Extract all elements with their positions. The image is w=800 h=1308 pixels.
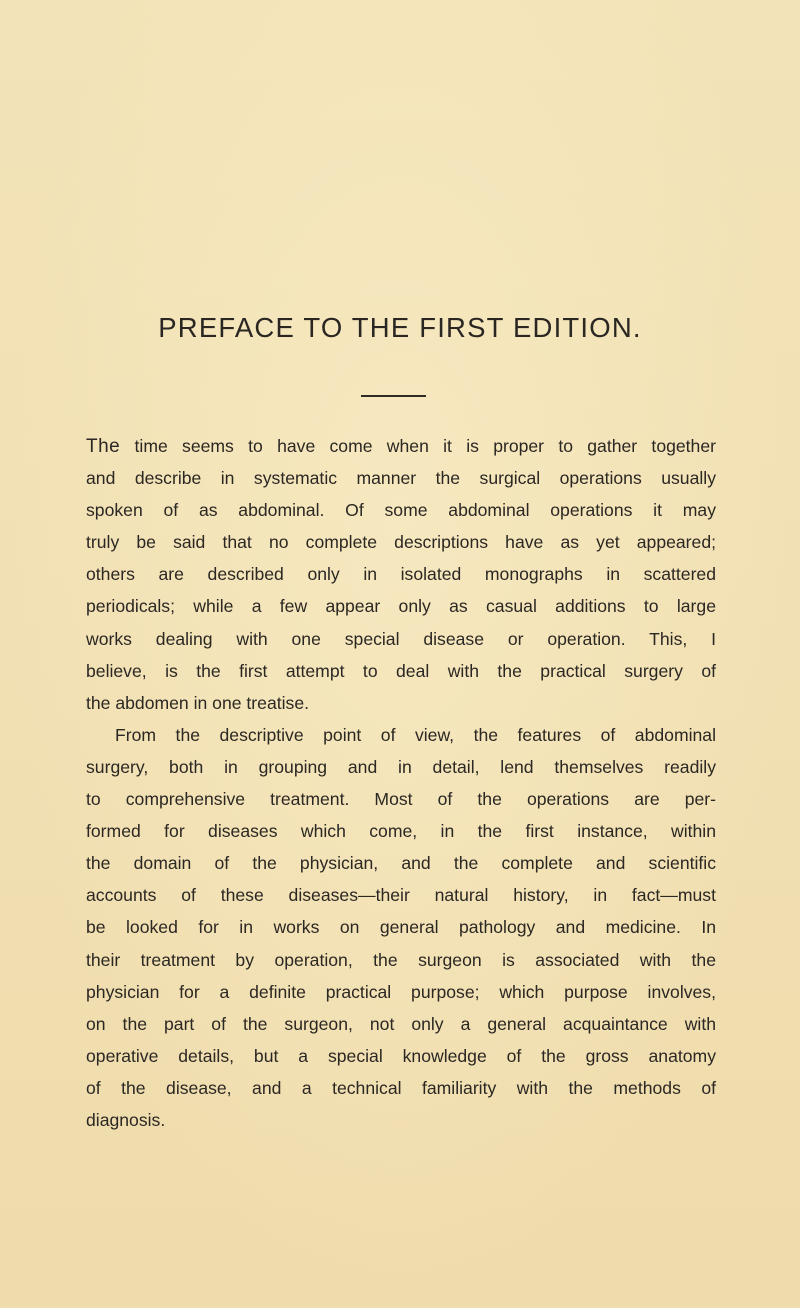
page-title: PREFACE TO THE FIRST EDITION. [158, 312, 642, 343]
text-line: spoken of as abdominal. Of some abdominal operations it may [86, 500, 716, 521]
text-line: of the disease, and a technical familiarity with the methods of [86, 1077, 716, 1098]
text-line: their treatment by operation, the surgeon is associated with the [86, 949, 716, 970]
text-line: surgery, both in grouping and in detail, lend themselves readily [86, 756, 716, 777]
text-line: The time seems to have come when it is proper to gather together [86, 436, 716, 457]
preface-body [86, 430, 716, 1136]
text-line: and describe in systematic manner the surgical operations usually [86, 468, 716, 489]
text-line: the abdomen in one treatise. [86, 692, 310, 713]
text-line: formed for diseases which come, in the first instance, within [86, 821, 716, 842]
text-line: operative details, but a special knowledge of the gross anatomy [86, 1045, 716, 1066]
text-line: From the descriptive point of view, the features of abdominal [115, 724, 716, 745]
text-line: accounts of these diseases—their natural history, in fact—must [86, 885, 716, 906]
text-line: on the part of the surgeon, not only a general acquaintance with [86, 1013, 716, 1034]
text-line: works dealing with one special disease or operation. This, I [86, 628, 716, 649]
text-line: others are described only in isolated monographs in scattered [86, 564, 716, 585]
paragraph-lead-word: The [86, 436, 121, 457]
text-line: truly be said that no complete descriptions have as yet appeared; [86, 532, 716, 553]
text-line: periodicals; while a few appear only as casual additions to large [86, 596, 716, 617]
text-line: believe, is the first attempt to deal with the practical surgery of [86, 660, 716, 681]
text-line: be looked for in works on general pathology and medicine. In [86, 917, 716, 938]
text-line: diagnosis. [86, 1109, 166, 1130]
text-line: the domain of the physician, and the complete and scientific [86, 853, 716, 874]
title-divider [361, 395, 426, 397]
text-line: physician for a definite practical purpose; which purpose involves, [86, 981, 716, 1002]
text-line: to comprehensive treatment. Most of the operations are per- [86, 789, 716, 810]
